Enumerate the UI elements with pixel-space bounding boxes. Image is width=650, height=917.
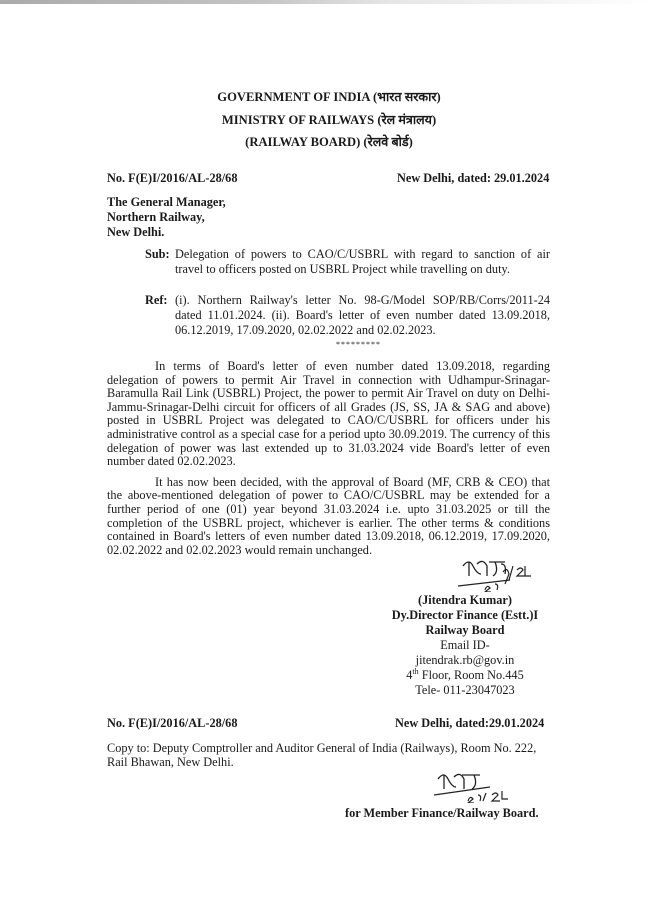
letter-body (107, 247, 550, 564)
addressee (107, 195, 226, 240)
copy-to-text: Copy to: Deputy Comptroller and Auditor General of India (Railways), Room No. 222, Rail Bhawan, New Delhi. (107, 741, 537, 769)
subject (107, 247, 550, 277)
header-government: GOVERNMENT OF INDIA (भारत सरकार) (217, 90, 441, 104)
telephone: Tele- 011-23047023 (415, 683, 515, 697)
paragraph-2 (107, 476, 550, 558)
room-number: Floor, Room No.445 (418, 668, 524, 682)
letter-date: New Delhi, dated: 29.01.2024 (397, 171, 550, 185)
signatory-designation: Dy.Director Finance (Estt.)I (391, 608, 539, 622)
for-member-finance: for Member Finance/Railway Board. (345, 806, 539, 820)
paragraph-1-text: In terms of Board's letter of even number dated 13.09.2018, regarding delegation of powers to permit Air Travel in connection with Udhampur-Srinagar-Baramulla Rail Link (USBRL) Project, the power to permit Air Travel on duty on Delhi-Jammu-Srinagar-Delhi circuit for officers of all Grades (JS, SS, JA & SAG and above) posted in USBRL Project was delegated to CAO/C/USBRL for officers under his administrative control as a special case for a period upto 30.09.2019. The currency of this delegation of power was last extended up to 31.03.2024 vide Board's letter of even number dated 02.02.2023. (107, 359, 550, 469)
paragraph-2-text: It has now been decided, with the approval of Board (MF, CRB & CEO) that the above-mentioned delegation of power to CAO/C/USBRL may be extended for a further period of one (01) year beyond 31.03.2024 i.e. upto 31.03.2025 or till the completion of the USBRL project, whichever is earlier. The other terms & conditions contained in Board's letters of even number dated 13.09.2018, 06.12.2019, 17.09.2020, 02.02.2022 and 02.02.2023 would remain unchanged. (107, 474, 550, 557)
signatory-name: (Jitendra Kumar) (418, 593, 512, 607)
copy-letter-date: New Delhi, dated:29.01.2024 (395, 716, 545, 730)
addressee-line: Northern Railway, (107, 210, 205, 224)
floor-number: 4 (406, 668, 413, 682)
separator: ********* (336, 340, 381, 349)
header-ministry: MINISTRY OF RAILWAYS (रेल मंत्रालय) (221, 113, 437, 127)
room-info (390, 668, 540, 683)
signature-image (455, 556, 535, 592)
copy-letter-number: No. F(E)I/2016/AL-28/68 (107, 716, 238, 730)
addressee-line: New Delhi. (107, 225, 165, 239)
signatory-block (390, 593, 540, 698)
paragraph-1 (107, 360, 550, 469)
reference-label: Ref: (145, 293, 168, 307)
subject-text: Delegation of powers to CAO/C/USBRL with regard to sanction of air travel to officers posted on USBRL Project while travelling on duty. (175, 247, 550, 276)
copy-signature-image (430, 771, 530, 803)
floor-suffix: th (412, 666, 419, 676)
addressee-line: The General Manager, (107, 195, 226, 209)
letter-number: No. F(E)I/2016/AL-28/68 (107, 171, 238, 185)
reference-text: (i). Northern Railway's letter No. 98-G/Model SOP/RB/Corrs/2011-24 dated 11.01.2024. (ii). Board's letter of even number dated 13.09.2018, 06.12.2019, 17.09.2020, 02.02.2022 and 02.02.2023. (175, 293, 550, 337)
signatory-office: Railway Board (425, 623, 505, 637)
header-board: (RAILWAY BOARD) (रेलवे बोर्ड) (245, 135, 413, 149)
scan-edge (0, 0, 650, 4)
reference (107, 293, 550, 338)
email-label: Email ID- (440, 638, 490, 652)
subject-label: Sub: (145, 247, 170, 261)
email-address: jitendrak.rb@gov.in (415, 653, 515, 667)
